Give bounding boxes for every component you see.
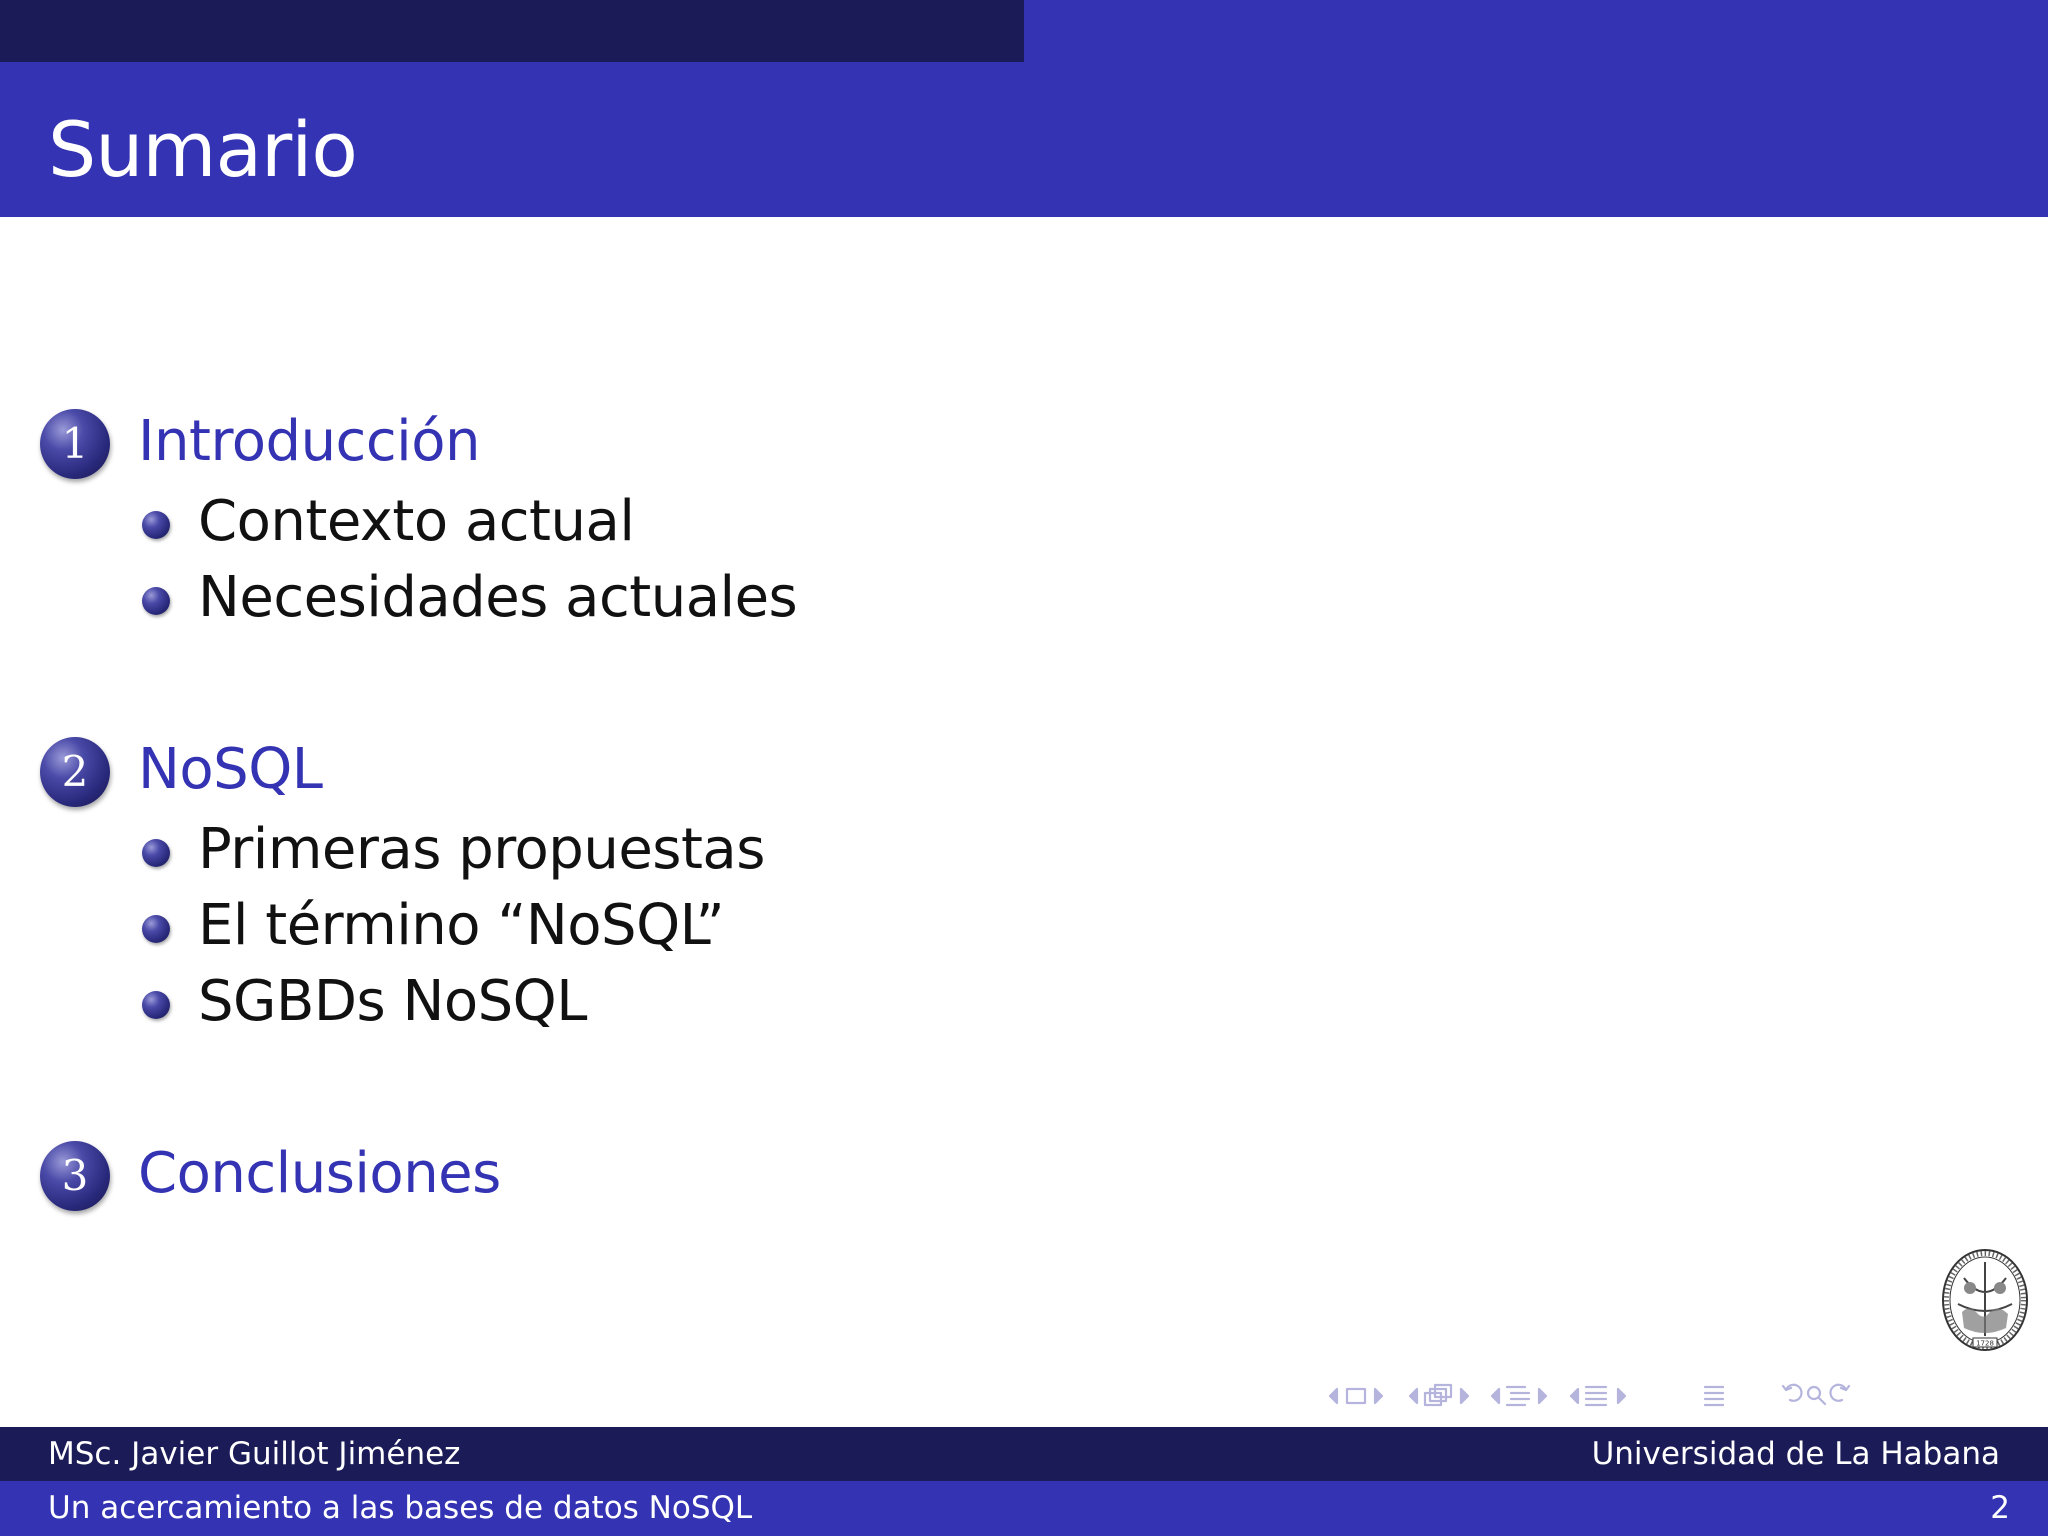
section-number-ball: 2 [40, 737, 110, 807]
toc-subsection-label[interactable]: El término “NoSQL” [198, 893, 725, 958]
table-of-contents [40, 400, 1440, 1308]
bullet-ball-icon [142, 839, 170, 867]
navigation-bar [1320, 1378, 2032, 1414]
logo-year: 1728 [1976, 1339, 1994, 1348]
toc-subsection[interactable] [40, 484, 1440, 560]
toc-subsection-label[interactable]: Contexto actual [198, 489, 635, 554]
back-icon[interactable] [1783, 1385, 1801, 1401]
bullet-ball-icon [142, 915, 170, 943]
footer-presentation-title: Un acercamiento a las bases de datos NoSQL [48, 1490, 753, 1526]
bullet-ball-icon [142, 587, 170, 615]
toc-subsection-label[interactable]: Primeras propuestas [198, 817, 765, 882]
toc-subsection[interactable] [40, 560, 1440, 636]
header-strip-right [1024, 0, 2048, 62]
nav-prev-subsection-icon[interactable] [1410, 1389, 1417, 1403]
toc-subsection-label[interactable]: SGBDs NoSQL [198, 969, 587, 1034]
nav-prev-section-icon[interactable] [1492, 1389, 1499, 1403]
document-icon[interactable] [1705, 1387, 1723, 1405]
header-strip-left [0, 0, 1024, 62]
section-number-ball: 1 [40, 409, 110, 479]
search-icon[interactable] [1808, 1387, 1825, 1404]
section-icon[interactable] [1507, 1387, 1529, 1405]
footer-institution: Universidad de La Habana [1591, 1436, 2000, 1472]
toc-subsection-list [40, 484, 1440, 636]
bullet-ball-icon [142, 511, 170, 539]
toc-section [40, 1132, 1440, 1216]
toc-section [40, 400, 1440, 636]
section-number-ball: 3 [40, 1141, 110, 1211]
university-seal-logo [1940, 1248, 2030, 1358]
toc-section-row[interactable] [40, 400, 1440, 484]
toc-subsection[interactable] [40, 812, 1440, 888]
forward-icon[interactable] [1831, 1385, 1849, 1401]
toc-section-title[interactable]: NoSQL [138, 737, 323, 802]
toc-section-title[interactable]: Conclusiones [138, 1141, 501, 1206]
nav-next-subsection-icon[interactable] [1461, 1389, 1468, 1403]
footer-author: MSc. Javier Guillot Jiménez [48, 1436, 461, 1472]
toc-section-row[interactable] [40, 728, 1440, 812]
toc-subsection[interactable] [40, 964, 1440, 1040]
nav-next-presentation-icon[interactable] [1618, 1389, 1625, 1403]
nav-next-section-icon[interactable] [1539, 1389, 1546, 1403]
toc-subsection-label[interactable]: Necesidades actuales [198, 565, 798, 630]
nav-prev-presentation-icon[interactable] [1571, 1389, 1578, 1403]
toc-section-row[interactable] [40, 1132, 1440, 1216]
presentation-icon[interactable] [1586, 1387, 1606, 1405]
nav-prev-frame-icon[interactable] [1330, 1389, 1337, 1403]
bullet-ball-icon [142, 991, 170, 1019]
subsection-icon[interactable] [1425, 1385, 1451, 1405]
toc-section-title[interactable]: Introducción [138, 409, 480, 474]
toc-section [40, 728, 1440, 1040]
page-title: Sumario [48, 105, 357, 194]
toc-subsection-list [40, 812, 1440, 1040]
nav-next-frame-icon[interactable] [1375, 1389, 1382, 1403]
frame-icon[interactable] [1347, 1389, 1365, 1403]
toc-subsection[interactable] [40, 888, 1440, 964]
footer-page-number: 2 [1990, 1490, 2010, 1526]
